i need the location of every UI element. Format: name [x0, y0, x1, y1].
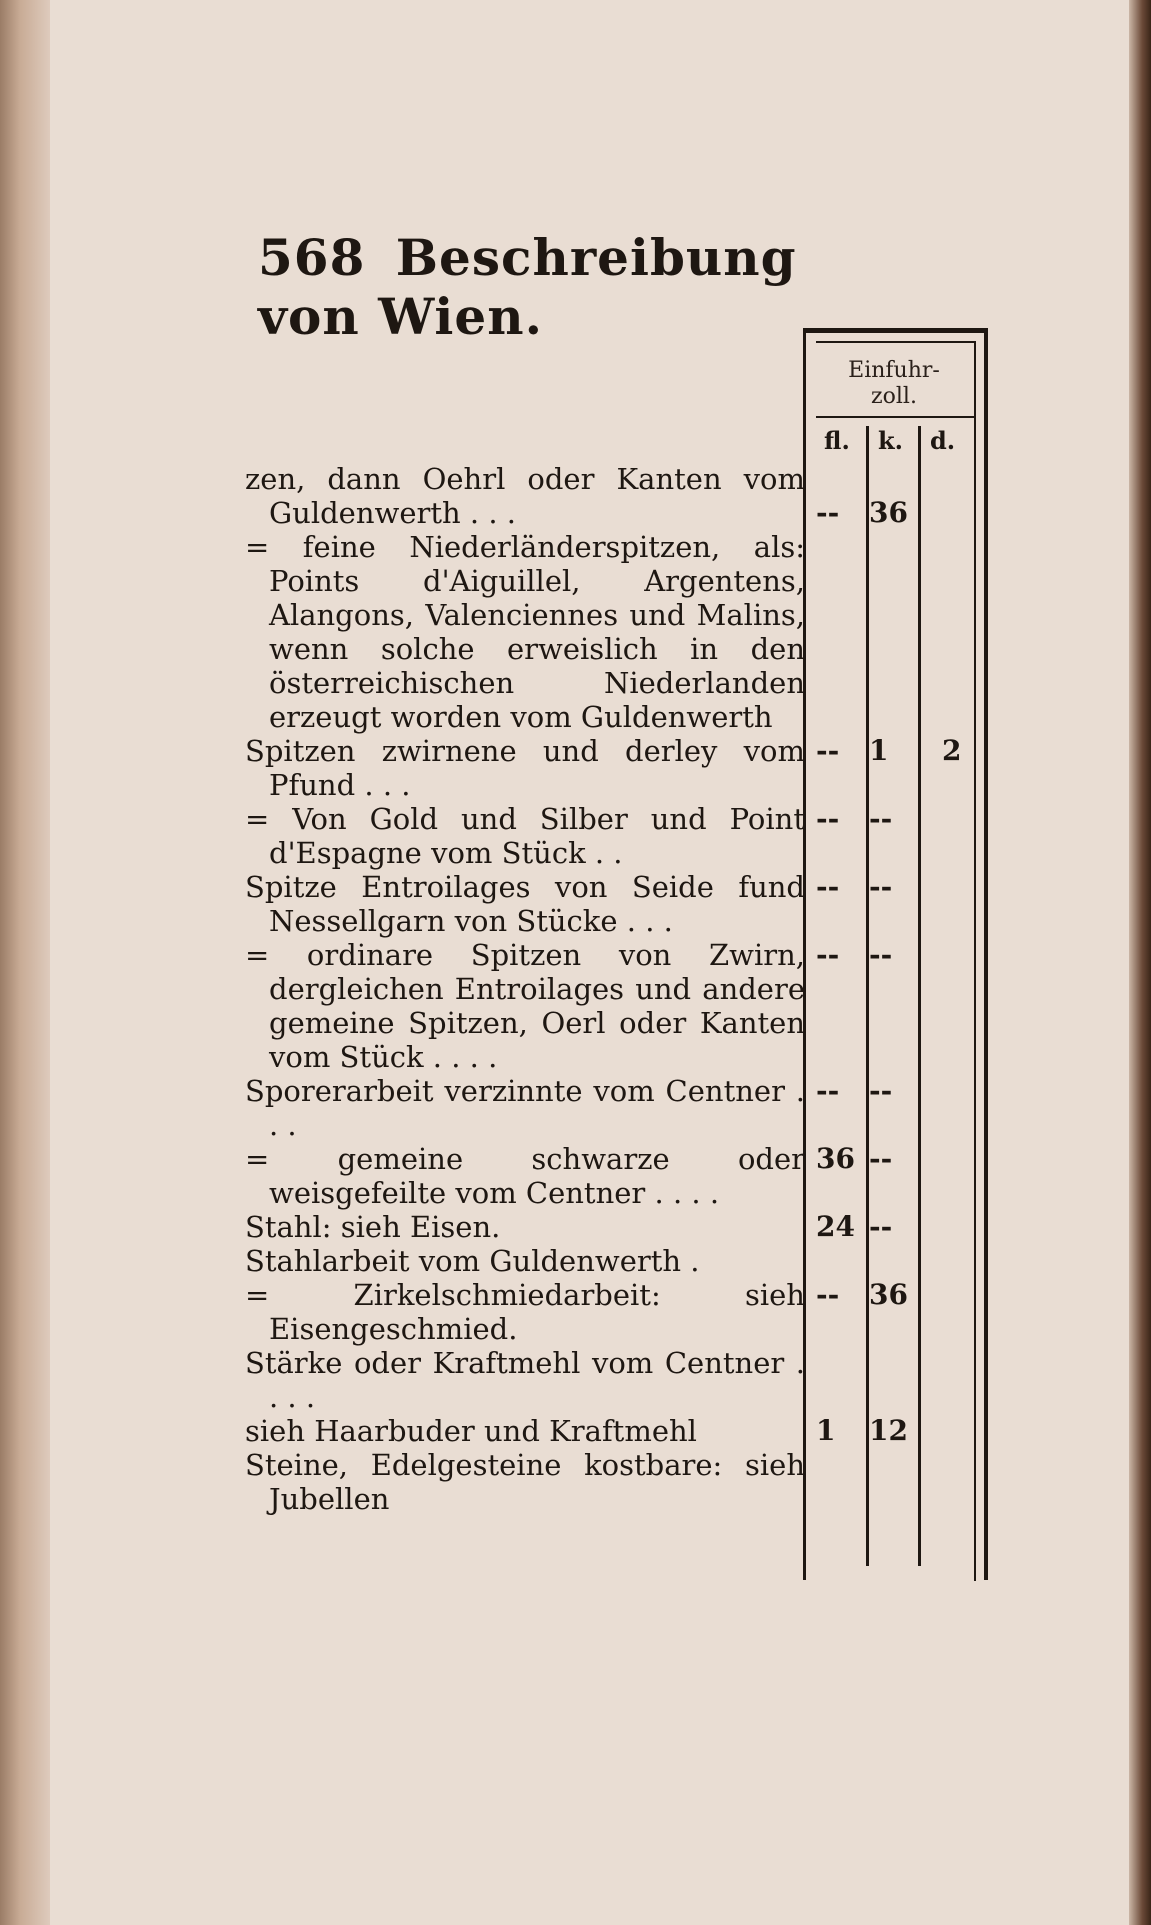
book-spine: [0, 0, 50, 1925]
entry-text: Steine, Edelgesteine kostbare: sieh Jubellen: [245, 1448, 805, 1516]
subhead-fl: fl.: [824, 426, 850, 455]
value-kr: --: [869, 938, 893, 971]
page-number: 568: [258, 228, 366, 287]
column-rule: [866, 426, 869, 1566]
entry-text: zen, dann Oehrl oder Kanten vom Guldenwerth . . .: [245, 462, 805, 530]
duty-values: [806, 1414, 986, 1448]
entry-text: Stahlarbeit vom Guldenwerth .: [245, 1244, 700, 1278]
value-fl: 36: [816, 1142, 855, 1175]
entry-text: = feine Niederländerspitzen, als: Points d'Aiguillel, Argentens, Alangons, Valenciennes und Malins, wenn solche erweislich in den österreichischen Niederlanden erzeugt worden vom Guldenwerth: [245, 530, 805, 734]
entry-text: Sporerarbeit verzinnte vom Centner . . .: [245, 1074, 805, 1142]
value-kr: --: [869, 1210, 893, 1243]
frame-rule: [803, 328, 988, 333]
duty-values: [806, 1074, 986, 1108]
value-fl: --: [816, 870, 840, 903]
entries-list: [245, 462, 805, 1516]
value-kr: 1: [869, 734, 889, 767]
value-fl: 24: [816, 1210, 855, 1243]
page-header: [258, 228, 898, 346]
value-kr: --: [869, 802, 893, 835]
value-kr: 36: [869, 1278, 908, 1311]
frame-rule: [816, 341, 976, 343]
entry-text: = Zirkelschmiedarbeit: sieh Eisengeschmied.: [245, 1278, 805, 1346]
value-fl: --: [816, 1278, 840, 1311]
entry-text: sieh Haarbuder und Kraftmehl: [245, 1414, 697, 1448]
entry-text: = ordinare Spitzen von Zwirn, dergleichen Entroilages und andere gemeine Spitzen, Oerl oder Kanten vom Stück . . . .: [245, 938, 805, 1074]
entry-text: Stärke oder Kraftmehl vom Centner . . . .: [245, 1346, 805, 1414]
entry-text: Spitze Entroilages von Seide fund Nessellgarn von Stücke . . .: [245, 870, 805, 938]
value-kr: 12: [869, 1414, 908, 1447]
running-title: Beschreibung von Wien.: [258, 228, 797, 346]
page-edge: [1129, 0, 1151, 1925]
value-fl: 1: [816, 1414, 836, 1447]
duty-values: [806, 496, 986, 530]
value-kr: --: [869, 870, 893, 903]
duty-values: [806, 734, 986, 768]
duty-values: [806, 938, 986, 972]
value-fl: --: [816, 802, 840, 835]
duty-values: [806, 1278, 986, 1312]
frame-rule: [816, 416, 976, 418]
duty-values: [806, 870, 986, 904]
value-fl: --: [816, 938, 840, 971]
value-d: 2: [942, 734, 962, 767]
value-kr: --: [869, 1142, 893, 1175]
entry-text: Spitzen zwirnene und derley vom Pfund . . .: [245, 734, 805, 802]
column-title: Einfuhr- zoll.: [848, 358, 940, 409]
column-rule: [918, 426, 921, 1566]
entry-text: = gemeine schwarze oder weisgefeilte vom Centner . . . .: [245, 1142, 805, 1210]
value-kr: --: [869, 1074, 893, 1107]
value-kr: 36: [869, 496, 908, 529]
subhead-kr: k.: [878, 426, 903, 455]
value-fl: --: [816, 734, 840, 767]
value-fl: --: [816, 496, 840, 529]
entry-text: = Von Gold und Silber und Point d'Espagne vom Stück . .: [245, 802, 805, 870]
duty-values: [806, 1142, 986, 1176]
duty-values: [806, 1210, 986, 1244]
entry-text: Stahl: sieh Eisen.: [245, 1210, 501, 1244]
value-fl: --: [816, 1074, 840, 1107]
duty-values: [806, 802, 986, 836]
subhead-d: d.: [930, 426, 956, 455]
